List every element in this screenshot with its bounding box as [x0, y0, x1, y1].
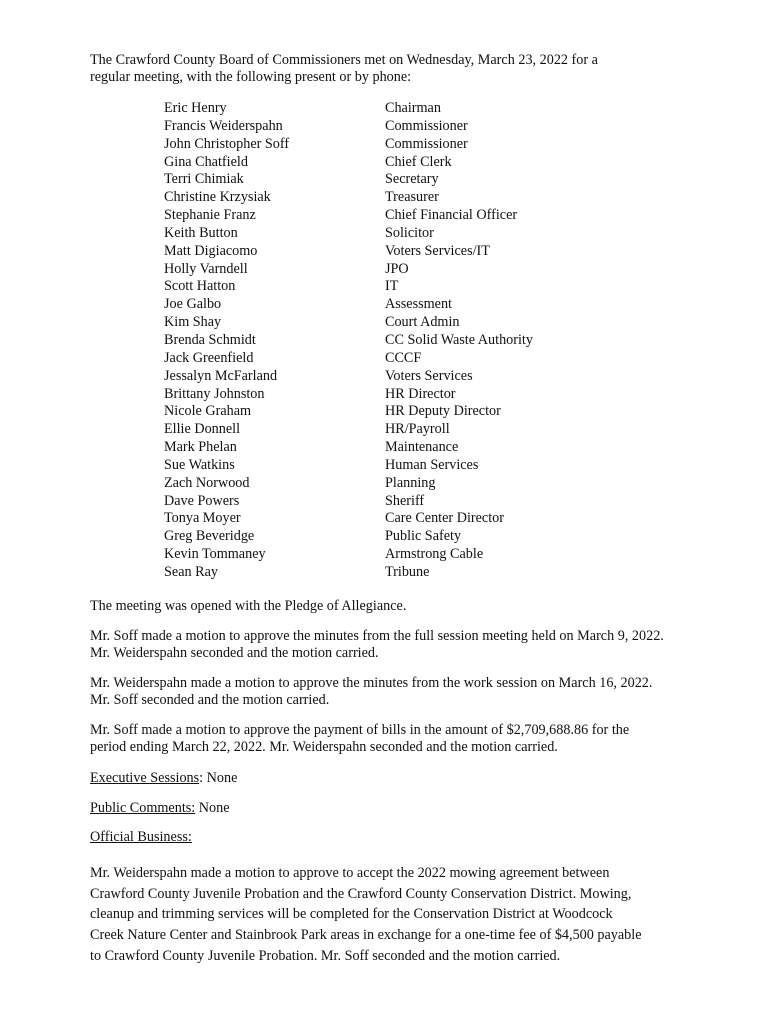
attendee-name: Gina Chatfield: [164, 153, 248, 170]
attendee-role: Commissioner: [385, 117, 468, 134]
attendee-name: Stephanie Franz: [164, 207, 256, 224]
attendee-row: [164, 386, 604, 404]
attendee-role: Public Safety: [385, 528, 462, 545]
official-business-heading: Official Business:: [90, 829, 192, 845]
attendee-name: Eric Henry: [164, 100, 227, 116]
attendee-name: Jessalyn McFarland: [164, 367, 278, 384]
attendee-row: [164, 171, 604, 189]
attendee-row: [164, 475, 604, 493]
attendee-role: Armstrong Cable: [385, 546, 484, 563]
motion-mowing-agreement: Mr. Weiderspahn made a motion to approve to accept the 2022 mowing agreement between Crawford County Juvenile Probation and the Crawford County Conservation District. Mowing, cleanup and trimming services will be completed for the Conservation District at Woodcock Creek Nature Center and Stainbrook Park areas in exchange for a one-time fee of $4,500 payable to Crawford County Juvenile Probation. Mr. Soff seconded and the motion carried.: [90, 865, 642, 964]
attendee-name: Terri Chimiak: [164, 171, 244, 188]
attendee-row: [164, 403, 604, 421]
attendee-role: Chief Clerk: [385, 153, 452, 170]
attendee-row: [164, 510, 604, 528]
attendee-role: Treasurer: [385, 189, 439, 206]
attendee-row: [164, 314, 604, 332]
attendee-name: Keith Button: [164, 224, 238, 241]
attendee-role: Chief Financial Officer: [385, 207, 518, 224]
attendee-row: [164, 350, 604, 368]
motion-minutes-work-session: Mr. Weiderspahn made a motion to approve the minutes from the work session on March 16, 2022. Mr. Soff seconded and the motion carried.: [90, 675, 653, 708]
attendee-name: Zach Norwood: [164, 474, 250, 491]
attendee-row: [164, 421, 604, 439]
attendee-name: Sean Ray: [164, 563, 218, 580]
attendee-row: [164, 207, 604, 225]
attendee-name: Ellie Donnell: [164, 421, 241, 438]
attendee-name: Tonya Moyer: [164, 510, 241, 527]
attendee-name: Nicole Graham: [164, 403, 252, 420]
attendee-role: CCCF: [385, 349, 422, 366]
attendee-row: [164, 493, 604, 511]
attendee-name: Mark Phelan: [164, 439, 237, 456]
executive-sessions-line: [90, 770, 730, 787]
attendee-role: Tribune: [385, 563, 430, 580]
public-comments-value: None: [195, 800, 230, 816]
attendee-row: [164, 261, 604, 279]
attendee-role: Secretary: [385, 171, 439, 188]
attendee-role: IT: [385, 278, 399, 295]
public-comments-line: [90, 800, 730, 817]
attendee-row: [164, 546, 604, 564]
public-comments-heading: Public Comments:: [90, 800, 196, 816]
attendee-list: [164, 100, 604, 582]
pledge-paragraph: The meeting was opened with the Pledge of Allegiance.: [90, 598, 407, 614]
attendee-role: JPO: [385, 260, 409, 277]
executive-sessions-heading: Executive Sessions: [90, 770, 200, 786]
attendee-role: Solicitor: [385, 224, 434, 241]
attendee-name: Joe Galbo: [164, 296, 222, 313]
attendee-row: [164, 243, 604, 261]
attendee-name: Holly Varndell: [164, 260, 248, 277]
attendee-role: CC Solid Waste Authority: [385, 331, 533, 348]
attendee-role: Chairman: [385, 100, 441, 116]
attendee-row: [164, 225, 604, 243]
attendee-name: Sue Watkins: [164, 456, 235, 473]
attendee-row: [164, 278, 604, 296]
attendee-row: [164, 100, 604, 118]
attendee-name: Brenda Schmidt: [164, 331, 256, 348]
attendee-name: Scott Hatton: [164, 278, 236, 295]
official-business-line: [90, 829, 730, 846]
attendee-name: Francis Weiderspahn: [164, 117, 283, 134]
attendee-row: [164, 296, 604, 314]
intro-paragraph: The Crawford County Board of Commissioners met on Wednesday, March 23, 2022 for a regular meeting, with the following present or by phone:: [90, 52, 598, 85]
attendee-role: Assessment: [385, 296, 452, 313]
attendee-name: John Christopher Soff: [164, 135, 290, 152]
attendee-name: Dave Powers: [164, 492, 240, 509]
attendee-role: Commissioner: [385, 135, 468, 152]
attendee-role: HR Director: [385, 385, 456, 402]
attendee-role: Human Services: [385, 456, 479, 473]
attendee-row: [164, 439, 604, 457]
attendee-row: [164, 136, 604, 154]
attendee-row: [164, 189, 604, 207]
executive-sessions-value: : None: [199, 770, 238, 786]
attendee-role: Court Admin: [385, 314, 460, 331]
attendee-row: [164, 154, 604, 172]
attendee-row: [164, 332, 604, 350]
motion-payment-of-bills: Mr. Soff made a motion to approve the payment of bills in the amount of $2,709,688.86 for the period ending March 22, 2022. Mr. Weiderspahn seconded and the motion carried.: [90, 722, 630, 755]
attendee-name: Greg Beveridge: [164, 528, 255, 545]
attendee-role: HR Deputy Director: [385, 403, 501, 420]
attendee-role: Care Center Director: [385, 510, 504, 527]
attendee-row: [164, 457, 604, 475]
attendee-role: Maintenance: [385, 439, 459, 456]
attendee-row: [164, 528, 604, 546]
attendee-name: Kevin Tommaney: [164, 546, 266, 563]
attendee-name: Jack Greenfield: [164, 349, 254, 366]
attendee-role: Sheriff: [385, 492, 425, 509]
attendee-row: [164, 118, 604, 136]
attendee-name: Matt Digiacomo: [164, 242, 258, 259]
motion-minutes-full-session: Mr. Soff made a motion to approve the minutes from the full session meeting held on March 9, 2022. Mr. Weiderspahn seconded and the motion carried.: [90, 628, 664, 661]
attendee-row: [164, 564, 604, 582]
attendee-role: Voters Services/IT: [385, 242, 490, 259]
attendee-role: Voters Services: [385, 367, 473, 384]
attendee-role: HR/Payroll: [385, 421, 450, 438]
attendee-row: [164, 368, 604, 386]
attendee-role: Planning: [385, 474, 436, 491]
attendee-name: Christine Krzysiak: [164, 189, 271, 206]
attendee-name: Kim Shay: [164, 314, 222, 331]
attendee-name: Brittany Johnston: [164, 385, 265, 402]
